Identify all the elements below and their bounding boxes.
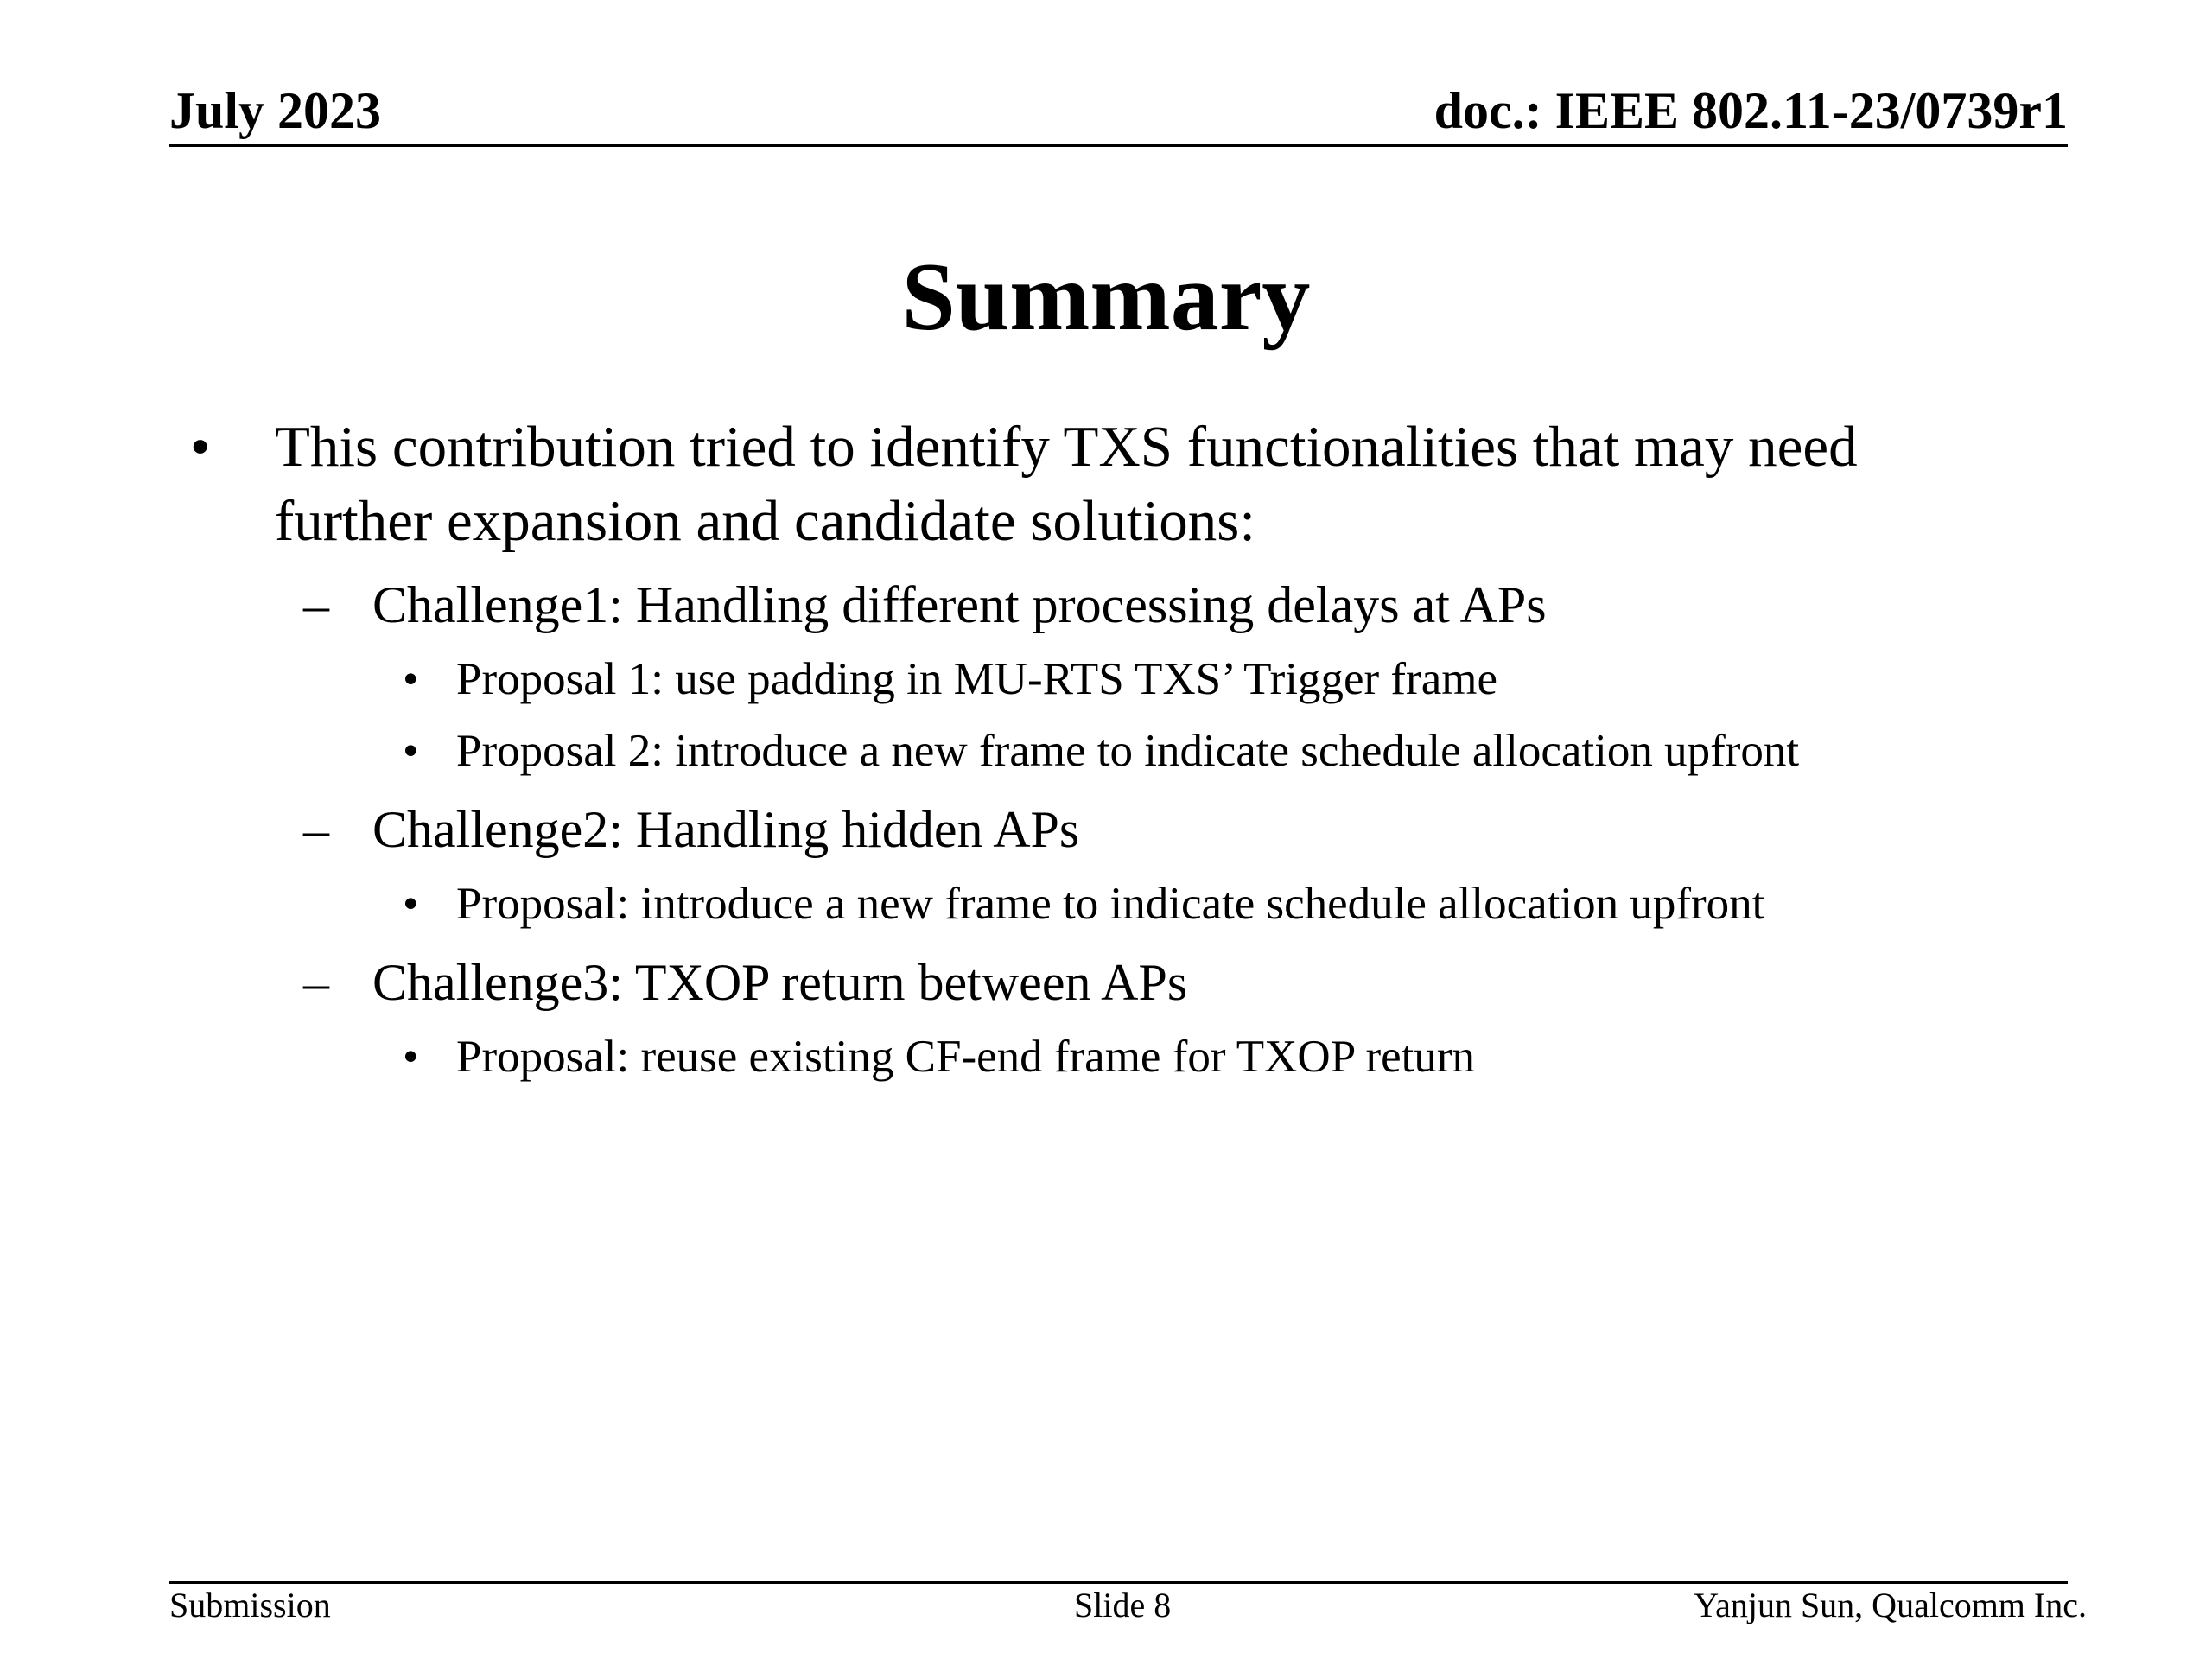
header-rule: [169, 144, 2068, 147]
challenge1-text: Challenge1: Handling different processing delays at APs: [372, 576, 1547, 633]
challenge2-text: Challenge2: Handling hidden APs: [372, 801, 1080, 858]
dash-marker: –: [303, 801, 329, 858]
footer-submission: Submission: [169, 1586, 331, 1624]
main-bullet-line1: This contribution tried to identify TXS functionalities that may need: [275, 415, 1858, 479]
header-date: July 2023: [169, 82, 382, 139]
bullet-marker: •: [403, 879, 419, 929]
main-bullet-line2: further expansion and candidate solutions:: [275, 489, 1255, 553]
dash-marker: –: [303, 954, 329, 1011]
bullet-marker: •: [190, 415, 211, 479]
dash-marker: –: [303, 576, 329, 633]
slide-title: Summary: [901, 244, 1311, 351]
c3-proposal-text: Proposal: reuse existing CF-end frame for TXOP return: [456, 1032, 1476, 1082]
c1-proposal2-text: Proposal 2: introduce a new frame to indicate schedule allocation upfront: [456, 726, 1800, 776]
c1-proposal1-text: Proposal 1: use padding in MU-RTS TXS’ Trigger frame: [456, 654, 1497, 704]
header-doc-id: doc.: IEEE 802.11-23/0739r1: [1433, 82, 2068, 139]
bullet-marker: •: [403, 1032, 419, 1082]
c2-proposal-text: Proposal: introduce a new frame to indicate schedule allocation upfront: [456, 879, 1765, 929]
footer-author: Yanjun Sun, Qualcomm Inc.: [1694, 1586, 2087, 1624]
bullet-marker: •: [403, 726, 419, 776]
challenge3-text: Challenge3: TXOP return between APs: [372, 954, 1188, 1011]
footer-rule: [169, 1581, 2068, 1584]
bullet-marker: •: [403, 654, 419, 704]
footer-slide-number: Slide 8: [1074, 1586, 1172, 1624]
